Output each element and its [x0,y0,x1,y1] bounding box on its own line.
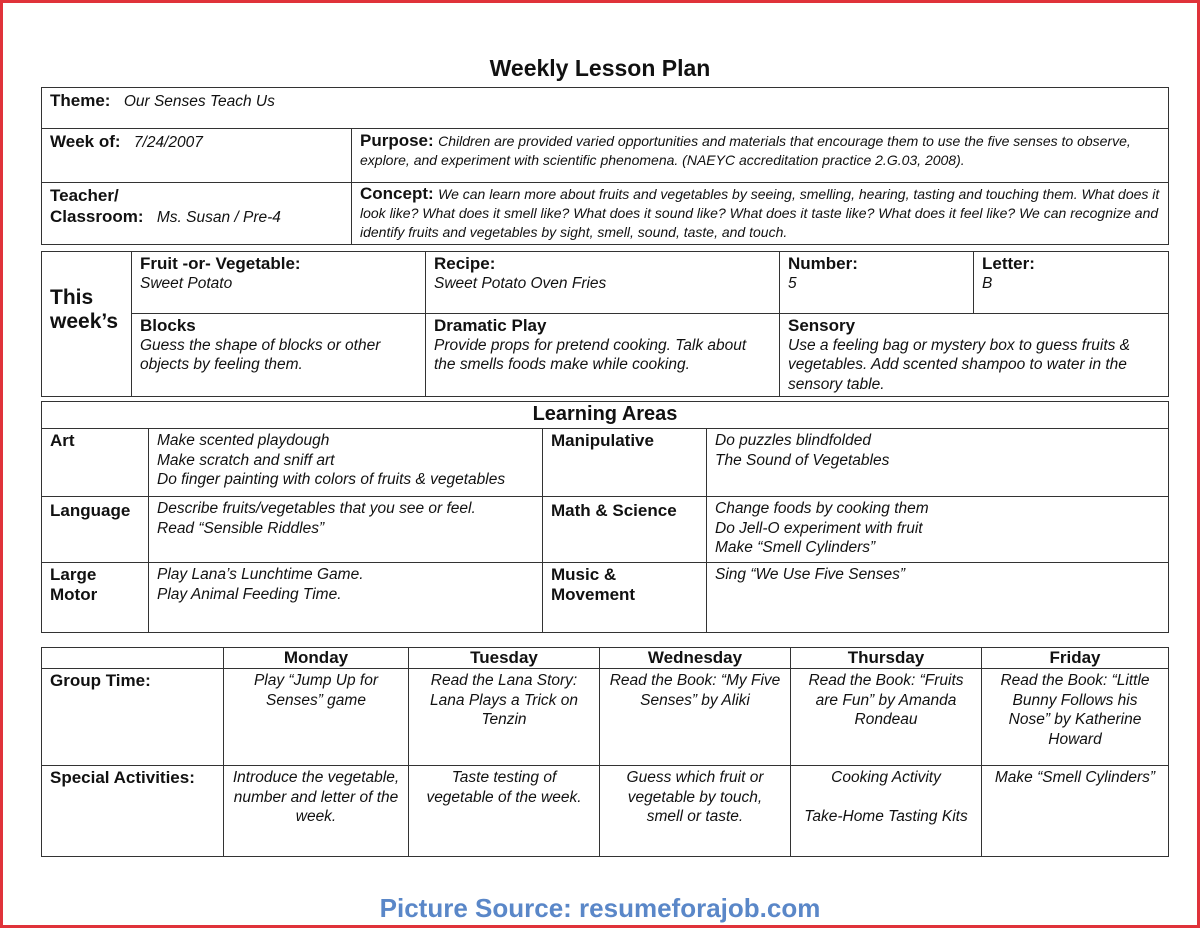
group-time-friday: Read the Book: “Little Bunny Follows his Nose” by Katherine Howard [1000,672,1150,748]
sensory-label: Sensory [788,316,856,335]
purpose-text: Children are provided varied opportunities and materials that encourage them to use the five senses to observe, explore, and experiment with scientific phenomena. (NAEYC accreditation practice 2.G.03, 2008). [360,133,1131,168]
dramatic-play-label: Dramatic Play [434,316,547,335]
week-label: Week of: [50,132,121,151]
music-movement-label-cell [543,563,707,633]
math-science-label-cell [543,497,707,563]
purpose-cell [352,129,1169,183]
day-header [224,648,409,669]
large-motor-line: Play Animal Feeding Time. [157,585,342,603]
special-activity-monday: Introduce the vegetable, number and letter of the week. [232,769,400,825]
manipulative-cell [707,429,1169,497]
music-movement-cell [707,563,1169,633]
art-cell [149,429,543,497]
special-activity-cell [982,766,1169,857]
concept-cell [352,183,1169,245]
number-label: Number: [788,254,858,273]
recipe-value: Sweet Potato Oven Fries [434,275,607,292]
large-motor-line: Play Lana’s Lunchtime Game. [157,566,364,583]
music-movement-label-1: Music & [551,565,617,584]
music-movement-line: Sing “We Use Five Senses” [715,566,906,583]
math-science-line: Make “Smell Cylinders” [715,539,876,556]
blocks-label: Blocks [140,316,196,335]
sensory-cell [780,314,1169,397]
page-title: Weekly Lesson Plan [489,55,711,81]
day-header [600,648,791,669]
group-time-cell [409,669,600,766]
math-science-line: Do Jell-O experiment with fruit [715,519,923,537]
learning-areas-title-cell [42,402,1169,429]
teacher-label-2: Classroom: [50,207,144,226]
special-activity-friday: Make “Smell Cylinders” [994,769,1156,786]
theme-value: Our Senses Teach Us [123,93,275,110]
day-header [982,648,1169,669]
week-value: 7/24/2007 [133,134,203,151]
language-line: Read “Sensible Riddles” [157,519,325,537]
blocks-text: Guess the shape of blocks or other objects by feeling them. [140,336,381,373]
letter-cell [974,252,1169,314]
special-activity-cell [600,766,791,857]
this-week-label-cell [42,252,132,397]
day-header [409,648,600,669]
math-science-cell [707,497,1169,563]
letter-value: B [982,275,993,292]
theme-cell [42,88,1169,129]
day-header [791,648,982,669]
special-activity-thursday: Cooking Activity [831,769,941,786]
number-value: 5 [788,275,797,292]
special-activity-thursday-extra: Take-Home Tasting Kits [804,808,968,825]
group-time-cell [224,669,409,766]
fruit-label: Fruit -or- Vegetable: [140,254,301,273]
concept-text: We can learn more about fruits and vegetables by seeing, smelling, hearing, tasting and touching them. What does it look like? What does it smell like? What does it sound like? What does it taste like? What does it feel like? We can recognize and identify fruits and vegetables by sight, smell, sound, taste, and touch. [360,186,1160,240]
group-time-cell [600,669,791,766]
recipe-label: Recipe: [434,254,496,273]
day-header-tuesday: Tuesday [470,648,538,667]
manipulative-line: Do puzzles blindfolded [715,432,871,449]
day-header-wednesday: Wednesday [647,648,743,667]
picture-source-caption: Picture Source: resumeforajob.com [379,893,821,923]
learning-areas-title: Learning Areas [532,403,678,425]
spacer [799,788,973,808]
special-activities-label-cell [42,766,224,857]
fruit-cell [132,252,426,314]
group-time-tuesday: Read the Lana Story: Lana Plays a Trick on Tenzin [430,672,578,728]
special-activities-label: Special Activities: [50,768,195,787]
art-label: Art [50,431,75,450]
art-label-cell [42,429,149,497]
schedule-table [41,647,1169,857]
manipulative-label: Manipulative [551,431,654,450]
group-time-cell [791,669,982,766]
this-week-table [41,251,1169,397]
number-cell [780,252,974,314]
group-time-cell [982,669,1169,766]
theme-label: Theme: [50,91,111,110]
teacher-label-1: Teacher/ [50,186,119,205]
group-time-label-cell [42,669,224,766]
recipe-cell [426,252,780,314]
letter-label: Letter: [982,254,1035,273]
learning-areas-table [41,401,1169,633]
art-line: Do finger painting with colors of fruits & vegetables [157,471,506,488]
language-label-cell [42,497,149,563]
math-science-line: Change foods by cooking them [715,500,929,517]
teacher-cell [42,183,352,245]
week-cell [42,129,352,183]
blocks-cell [132,314,426,397]
dramatic-play-cell [426,314,780,397]
concept-label: Concept: [360,184,434,203]
art-line: Make scratch and sniff art [157,451,335,469]
this-week-label-2: week’s [50,310,119,333]
group-time-monday: Play “Jump Up for Senses” game [253,672,379,709]
special-activity-cell [409,766,600,857]
manipulative-label-cell [543,429,707,497]
fruit-value: Sweet Potato [140,275,233,292]
large-motor-label-2: Motor [50,585,98,604]
day-header-friday: Friday [1049,648,1101,667]
special-activity-tuesday: Taste testing of vegetable of the week. [426,769,582,806]
schedule-corner-cell [42,648,224,669]
this-week-label-1: This [50,286,94,309]
large-motor-label-1: Large [50,565,97,584]
sensory-text: Use a feeling bag or mystery box to guess fruits & vegetables. Add scented shampoo to water in the sensory table. [788,336,1131,393]
group-time-wednesday: Read the Book: “My Five Senses” by Aliki [609,672,781,709]
large-motor-cell [149,563,543,633]
special-activity-cell [791,766,982,857]
day-header-thursday: Thursday [847,648,925,667]
language-label: Language [50,501,131,520]
math-science-label: Math & Science [551,501,677,520]
language-cell [149,497,543,563]
manipulative-line: The Sound of Vegetables [715,451,890,469]
large-motor-label-cell [42,563,149,633]
group-time-label: Group Time: [50,671,151,690]
purpose-label: Purpose: [360,131,434,150]
dramatic-play-text: Provide props for pretend cooking. Talk about the smells foods make while cooking. [434,336,747,373]
special-activity-wednesday: Guess which fruit or vegetable by touch, smell or taste. [626,769,764,825]
language-line: Describe fruits/vegetables that you see or feel. [157,500,476,517]
art-line: Make scented playdough [157,432,330,449]
teacher-value: Ms. Susan / Pre-4 [156,209,281,226]
music-movement-label-2: Movement [551,585,636,604]
group-time-thursday: Read the Book: “Fruits are Fun” by Amanda Rondeau [808,672,964,728]
header-table [41,87,1169,245]
day-header-monday: Monday [283,648,349,667]
special-activity-cell [224,766,409,857]
